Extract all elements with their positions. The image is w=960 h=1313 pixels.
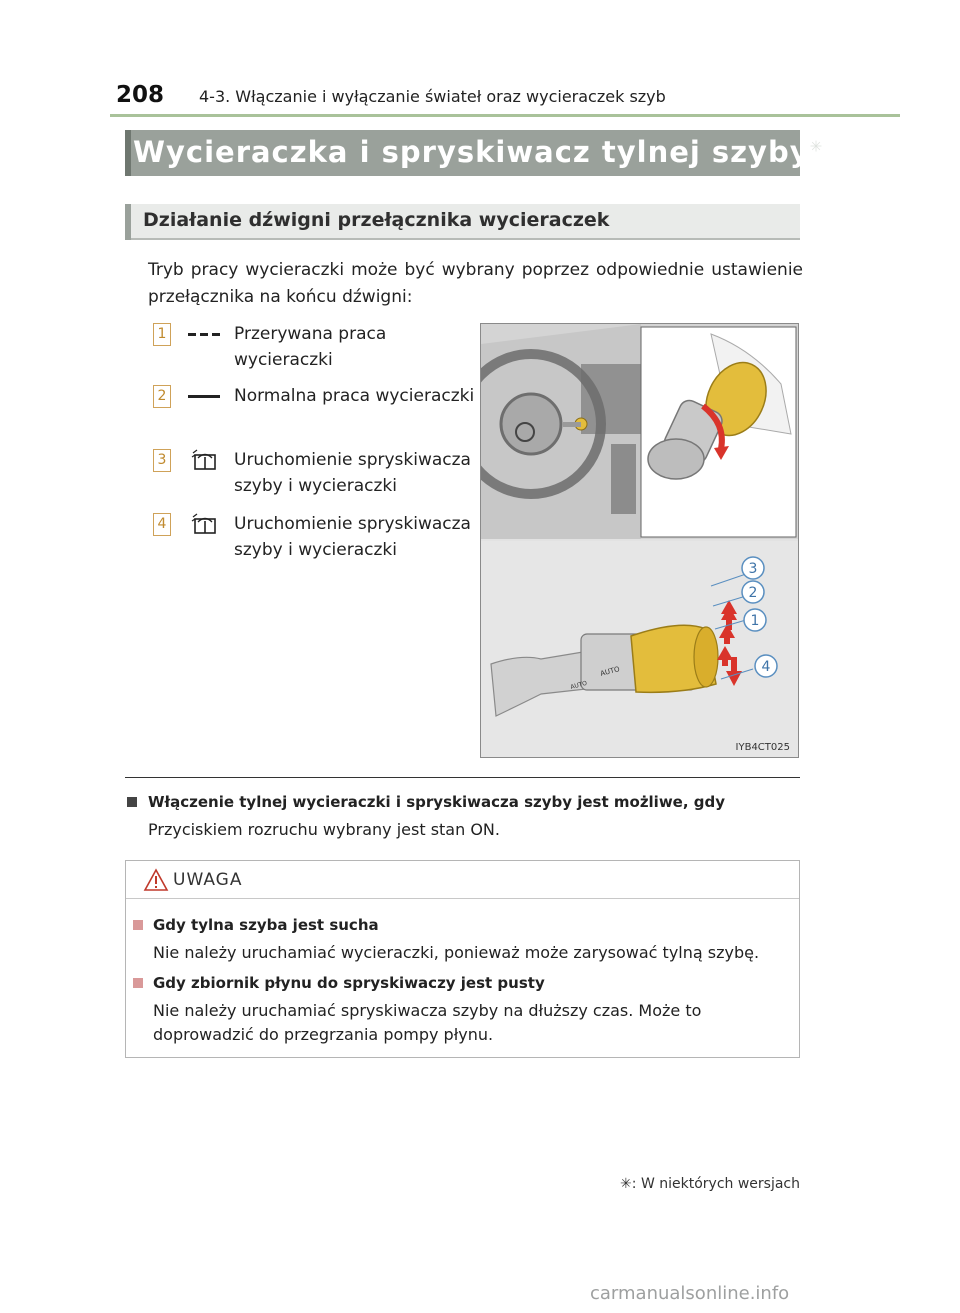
watermark: carmanualsonline.info bbox=[590, 1283, 790, 1304]
section-title bbox=[133, 135, 823, 169]
running-header: 4-3. Włączanie i wyłączanie świateł oraz wycieraczek szyb bbox=[199, 87, 666, 106]
figure-code: IYB4CT025 bbox=[735, 742, 790, 753]
section-title-band bbox=[125, 130, 824, 176]
list-item-4 bbox=[153, 513, 473, 573]
warning-item-title: Gdy zbiornik płynu do spryskiwaczy jest pusty bbox=[153, 974, 545, 992]
title-accent-bar bbox=[125, 130, 131, 176]
item-number: 2 bbox=[153, 385, 171, 408]
bullet-square-icon bbox=[133, 920, 143, 930]
footnote: ✳: W niektórych wersjach bbox=[620, 1176, 800, 1192]
warning-item-text: Nie należy uruchamiać wycieraczki, ponieważ może zarysować tylną szybę. bbox=[153, 943, 760, 962]
item-number: 3 bbox=[153, 449, 171, 472]
callout-4: 4 bbox=[761, 659, 771, 675]
lever-auto-label-2: AUTO bbox=[569, 679, 588, 691]
warning-item-text: Nie należy uruchamiać spryskiwacza szyby na dłuższy czas. Może to doprowadzić do przegrzania pompy płynu. bbox=[153, 1001, 702, 1044]
callout-2: 2 bbox=[748, 585, 758, 601]
header-rule bbox=[110, 114, 900, 117]
warning-triangle-icon bbox=[143, 868, 169, 892]
warning-item-title: Gdy tylna szyba jest sucha bbox=[153, 916, 379, 934]
warning-header bbox=[126, 861, 799, 899]
item-text: Przerywana praca wycieraczki bbox=[234, 324, 387, 370]
item-number: 1 bbox=[153, 323, 171, 346]
callout-3: 3 bbox=[748, 561, 758, 577]
intro-paragraph: Tryb pracy wycieraczki może być wybrany poprzez odpowiednie ustawienie przełącznika na końcu dźwigni: bbox=[148, 260, 803, 307]
solid-line-icon bbox=[186, 385, 222, 409]
list-item-3 bbox=[153, 449, 473, 509]
item-text: Uruchomienie spryskiwacza szyby i wycieraczki bbox=[234, 450, 471, 496]
dashed-line-icon bbox=[186, 323, 222, 347]
subsection-title-band bbox=[125, 204, 800, 240]
callout-1: 1 bbox=[750, 613, 760, 629]
bullet-square-icon bbox=[133, 978, 143, 988]
section-title-text: Wycieraczka i spryskiwacz tylnej szyby bbox=[133, 135, 810, 169]
wiper-lever-figure bbox=[480, 323, 799, 758]
page-number: 208 bbox=[116, 82, 165, 108]
condition-title: Włączenie tylnej wycieraczki i spryskiwacza szyby jest możliwe, gdy bbox=[148, 793, 726, 811]
warning-box bbox=[125, 860, 800, 1058]
subtitle-accent-bar bbox=[125, 204, 131, 240]
list-item-2 bbox=[153, 385, 473, 445]
item-text: Normalna praca wycieraczki bbox=[234, 386, 475, 406]
condition-text: Przyciskiem rozruchu wybrany jest stan ON. bbox=[148, 820, 500, 839]
bullet-square-icon bbox=[127, 797, 137, 807]
figure-illustration bbox=[481, 324, 798, 757]
item-number: 4 bbox=[153, 513, 171, 536]
rear-washer-icon bbox=[186, 513, 222, 537]
rear-washer-icon bbox=[186, 449, 222, 473]
asterisk-icon: ✳ bbox=[809, 137, 824, 156]
arrow-down-icon bbox=[731, 657, 737, 673]
warning-label: UWAGA bbox=[173, 870, 243, 890]
subsection-title: Działanie dźwigni przełącznika wycieraczek bbox=[143, 209, 610, 231]
item-text: Uruchomienie spryskiwacza szyby i wycieraczki bbox=[234, 514, 471, 560]
lever-auto-label: AUTO bbox=[599, 665, 621, 678]
list-item-1 bbox=[153, 323, 473, 383]
section-divider bbox=[125, 777, 800, 778]
